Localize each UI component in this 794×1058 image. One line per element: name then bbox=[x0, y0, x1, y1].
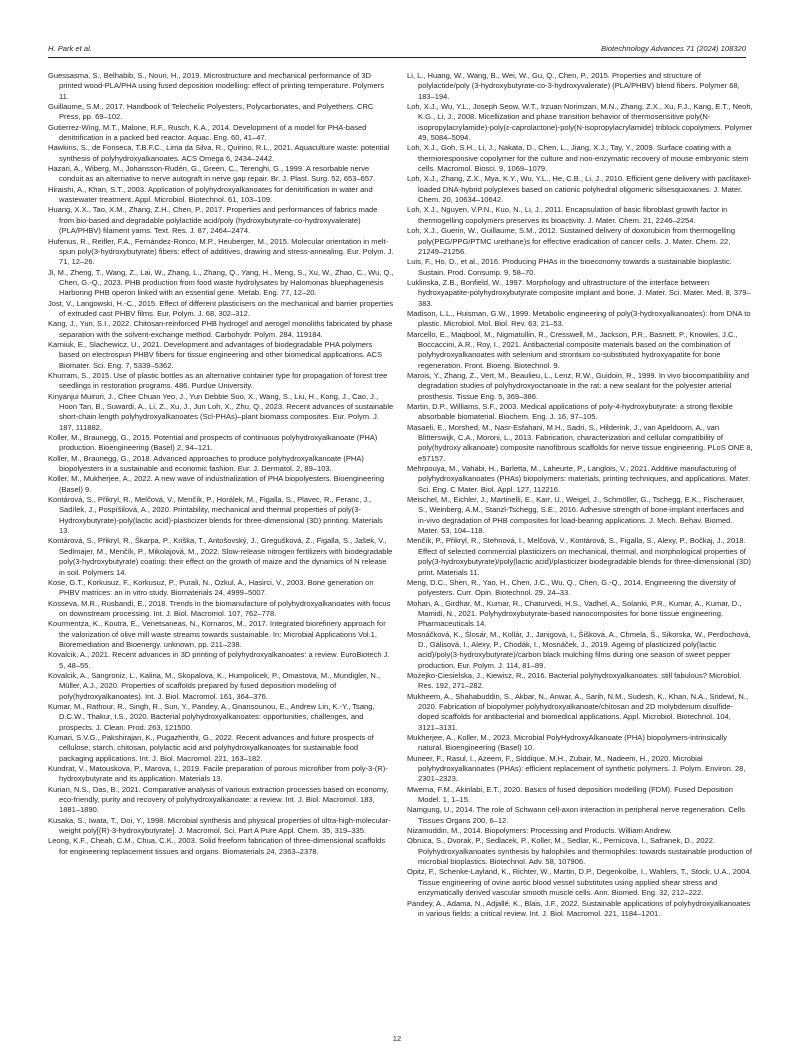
reference-entry: Marois, Y., Zhang, Z., Vert, M., Beaulieu, L., Lenz, R.W., Guidoin, R., 1999. In vivo biocompatibility and degradation studies of polyhydroxyoctanoate in the rat: a new sealant for the polyester arterial prosthesis. Tissue Eng. 5, 369–386. bbox=[407, 370, 750, 401]
reference-entry: Hazari, A., Wiberg, M., Johansson-Rudén, G., Green, C., Terenghi, G., 1999. A resorbable nerve conduit as an alternative to nerve autograft in nerve gap repair. Br. J. Plast. Surg. 52, 653–657. bbox=[48, 164, 376, 184]
reference-entry: Obruca, S., Dvorak, P., Sedlacek, P., Koller, M., Sedlar, K., Pernicova, I., Safranek, D., 2022. Polyhydroxyalkanoates synthesis by halophiles and thermophiles: towards sustainable production of microbial bioplastics. Biotechnol. Adv. 58, 107906. bbox=[407, 836, 752, 867]
reference-entry: Koller, M., Braunegg, G., 2015. Potential and prospects of continuous polyhydroxyalkanoate (PHA) production. Bioengineering (Basel) 2, 94–121. bbox=[48, 433, 378, 453]
reference-entry: Loh, X.J., Wu, Y.L., Joseph Seow, W.T., Irzuan Norimzan, M.N., Zhang, Z.X., Xu, F.J., Kang, E.T., Neoh, K.G., Li, J., 2008. Micellization and phase transition behavior of thermosensitive poly(N-isopropylacrylamide)-poly(ε-caprolactone)-poly(N-isopropylacrylamide) triblock copolymers. Polymer 49, 5084–5094. bbox=[407, 102, 753, 143]
reference-list-left-column bbox=[48, 71, 394, 857]
reference-entry: Hiraishi, A., Khan, S.T., 2003. Application of polyhydroxyalkanoates for denitrification in water and wastewater treatment. Appl. Microbiol. Biotechnol. 61, 103–109. bbox=[48, 184, 373, 205]
reference-entry: Kang, J., Yun, S.I., 2022. Chitosan-reinforced PHB hydrogel and aerogel monoliths fabricated by phase separation with the solvent-exchange method. Carbohydr. Polym. 284, 119184. bbox=[48, 319, 393, 339]
reference-entry: Marcello, E., Maqbool, M., Nigmatullin, R., Cresswell, M., Jackson, P.R., Basnett, P., Knowles, J.C., Boccaccini, A.R., Roy, I., 2021. Antibacterial composite materials based on the combination of polyhydroxyalkanoates with selenium and strontium co-substituted hydroxyapatite for bone regeneration. Front. Bioeng. Biotechnol. 9. bbox=[407, 329, 738, 370]
reference-entry: Loh, X.J., Zhang, Z.X., Mya, K.Y., Wu, Y.L., He, C.B., Li, J., 2010. Efficient gene delivery with paclitaxel-loaded DNA-hybrid polyplexes based on cationic polyhedral oligomeric silsesquioxanes. J. Mater. Chem. 20, 10634–10642. bbox=[407, 174, 752, 205]
reference-entry: Mukheem, A., Shahabuddin, S., Akbar, N., Anwar, A., Sarih, N.M., Sudesh, K., Khan, N.A., Sridewi, N., 2020. Fabrication of biopolymer polyhydroxyalkanoate/chitosan and 2D molybdenum disulfide-doped scaffolds for antibacterial and biomedical applications. Appl. Microbiol. Biotechnol. 104, 3121–3131. bbox=[407, 691, 749, 732]
running-header-authors: H. Park et al. bbox=[48, 44, 92, 53]
reference-entry: Guillaume, S.M., 2017. Handbook of Telechelic Polyesters, Polycarbonates, and Polyethers. CRC Press, pp. 69–102. bbox=[48, 102, 374, 122]
reference-entry: Guessasma, S., Belhabib, S., Nouri, H., 2019. Microstructure and mechanical performance of 3D printed wood-PLA/PHA using fused deposition modelling: effect of printing temperature. Polymers 11. bbox=[48, 71, 384, 101]
reference-entry: Huang, X.X., Tao, X.M., Zhang, Z.H., Chen, P., 2017. Properties and performances of fabrics made from bio-based and degradable polylactide acid/poly (hydroxybutyrate-co-hydroxyvalerate) (PLA/PHBV) filament yarns. Text. Res. J. 87, 2464–2474. bbox=[48, 205, 378, 236]
reference-entry: Kinyanjui Muiruri, J., Chee Chuan Yeo, J., Yun Debbie Soo, X., Wang, S., Liu, H., Kong, J., Cao, J., Hoon Tan, B., Suwardi, A., Li, Z., Xu, J., Jun Loh, X., Zhu, Q., 2023. Recent advances of sustainable short-chain length polyhydroxyalkanoates (Scl-PHAs)–plant biomass composites. Eur. Polym. J. 187, 111882. bbox=[48, 391, 394, 432]
reference-entry: Mosnáčková, K., Šlosár, M., Kollár, J., Janigová, I., Šišková, A., Chmela, Š., Sikorska, W., Perďochová, D., Gálisová, I., Alexy, P., Chodák, I., Mosnáček, J., 2019. Ageing of plasticized poly(lactic acid)/poly(3-hydroxybutyrate)/carbon black mulching films during one season of sweet pepper production. Eur. Polym. J. 114, 81–89. bbox=[407, 629, 751, 670]
reference-entry: Kose, G.T., Korkusuz, F., Korkusuz, P., Purali, N., Ozkul, A., Hasirci, V., 2003. Bone generation on PHBV matrices: an in vitro study. Biomaterials 24, 4999–5007. bbox=[48, 577, 374, 598]
reference-entry: Meng, D.C., Shen, R., Yao, H., Chen, J.C., Wu, Q., Chen, G.-Q., 2014. Engineering the diversity of polyesters. Curr. Opin. Biotechnol. 29, 24–33. bbox=[407, 577, 736, 598]
reference-entry: Koller, M., Braunegg, G., 2018. Advanced approaches to produce polyhydroxyalkanoate (PHA) biopolyesters in a sustainable and economic fashion. Eur. J. Dermatol. 2, 89–103. bbox=[48, 453, 364, 474]
reference-entry: Gutierrez-Wing, M.T., Malone, R.F., Rusch, K.A., 2014. Development of a model for PHA-based denitrification in a packed bed reactor. Aquac. Eng. 60, 41–47. bbox=[48, 122, 367, 143]
reference-entry: Karniuk, E., Slachewicz, U., 2021. Development and advantages of biodegradable PHA polymers based on electrospun PHBV fibers for tissue engineering and other biomedical applications. ACS Biomater. Sci. Eng. 7, 5339–5362. bbox=[48, 339, 383, 370]
reference-entry: Leong, K.F., Cheah, C.M., Chua, C.K., 2003. Solid freeform fabrication of three-dimensional scaffolds for engineering replacement tissues and organs. Biomaterials 24, 2363–2378. bbox=[48, 836, 386, 856]
reference-entry: Opitz, F., Schenke-Layland, K., Richter, W., Martin, D.P., Degenkolbe, I., Wahlers, T., Stock, U.A., 2004. Tissue engineering of ovine aortic blood vessel substitutes using applied shear stress and enzymatically derived vascular smooth muscle cells. Ann. Biomed. Eng. 32, 212–222. bbox=[407, 867, 752, 898]
reference-entry: Hawkins, S., de Fonseca, T.B.F.C., Lima da Silva, R., Quirino, R.L., 2021. Aquaculture waste: potential synthesis of polyhydroxyalkanoates. ACS Omega 6, 2434–2442. bbox=[48, 143, 390, 163]
reference-entry: Mohan, A., Girdhar, M., Kumar, R., Chaturvedi, H.S., Vadhel, A., Solanki, P.R., Kumar, A., Kumar, D., Mamidi, N., 2021. Polyhydroxybutyrate-based nanocomposites for bone tissue engineering. Pharmaceuticals 14. bbox=[407, 598, 742, 629]
reference-entry: Mukherjee, A., Koller, M., 2023. Microbial PolyHydroxyAlkanoate (PHA) biopolymers-intrinsically natural. Bioengineering (Basel) 10. bbox=[407, 733, 728, 753]
reference-entry: Jost, V., Langowski, H.-C., 2015. Effect of different plasticisers on the mechanical and barrier properties of extruded cast PHBV films. Eur. Polym. J. 68, 302–312. bbox=[48, 298, 394, 318]
header-rule bbox=[48, 57, 746, 58]
reference-entry: Kosseva, M.R., Rusbandi, E., 2018. Trends in the biomanufacture of polyhydroxyalkanoates with focus on downstream processing. Int. J. Biol. Macromol. 107, 762–778. bbox=[48, 598, 391, 618]
reference-list-right-column bbox=[407, 71, 753, 919]
reference-entry: Nizamuddin, M., 2014. Biopolymers: Processing and Products. William Andrew. bbox=[407, 826, 672, 836]
reference-entry: Masaeli, E., Morshed, M., Nasr-Esfahani, M.H., Sadri, S., Hilderink, J., van Apeldoorn, A., van Blitterswijk, C.A., Moroni, L., 2013. Fabrication, characterization and cellular compatibility of poly(hydroxy alkanoate) composite nanofibrous scaffolds for nerve tissue engineering. PLoS ONE 8, e57157. bbox=[407, 422, 753, 463]
running-header-journal: Biotechnology Advances 71 (2024) 108320 bbox=[601, 44, 746, 53]
reference-entry: Loh, X.J., Guerin, W., Guillaume, S.M., 2012. Sustained delivery of doxorubicin from thermogelling poly(PEG/PPG/PTMC urethane)s for effective eradication of cancer cells. J. Mater. Chem. 22, 21249–21256. bbox=[407, 226, 736, 256]
reference-entry: Mwema, F.M., Akinlabi, E.T., 2020. Basics of fused deposition modelling (FDM). Fused Deposition Model. 1, 1–15. bbox=[407, 784, 733, 805]
reference-entry: Kusaka, S., Iwata, T., Doi, Y., 1998. Microbial synthesis and physical properties of ultra-high-molecular-weight poly[(R)-3-hydroxybutyrate]. J. Macromol. Sci. Part A Pure Appl. Chem. 35, 319–335. bbox=[48, 815, 391, 836]
reference-entry: Kumar, M., Rathour, R., Singh, R., Sun, Y., Pandey, A., Gnansounou, E., Andrew Lin, K.-Y., Tsang, D.C.W., Thakur, I.S., 2020. Bacterial polyhydroxyalkanoates: opportunities, challenges, and prospects. J. Clean. Prod. 263, 121500. bbox=[48, 701, 375, 732]
page-number: 12 bbox=[392, 1034, 402, 1043]
reference-entry: Menčík, P., Přikryl, R., Stehnová, I., Melčová, V., Kontárová, S., Figalla, S., Alexy, P., Bočkaj, J., 2018. Effect of selected commercial plasticizers on mechanical, thermal, and morphological properties of poly(3-hydroxybutyrate)/poly(lactic acid)/plasticizer biodegradable blends for three-dimensional (3D) print. Materials 11. bbox=[407, 536, 752, 577]
reference-entry: Kontárová, S., Přikryl, R., Melčová, V., Menčík, P., Horálek, M., Figalla, S., Plavec, R., Feranc, J., Sadílek, J., Pospíšilová, A., 2020. Printability, mechanical and thermal properties of poly(3-Hydroxybutyrate)-poly(lactic acid)-plasticizer blends for three-dimensional (3D) printing. Materials 13. bbox=[48, 495, 383, 536]
reference-entry: Loh, X.J., Goh, S.H., Li, J., Nakata, D., Chen, L., Jiang, X.J., Tay, Y., 2009. Surface coating with a thermoresponsive copolymer for the culture and non-enzymatic recovery of mouse embryonic stem cells. Macromol. Biosci. 9, 1069–1079. bbox=[407, 143, 749, 174]
reference-entry: Koller, M., Mukherjee, A., 2022. A new wave of industrialization of PHA biopolyesters. Bioengineering (Basel) 9. bbox=[48, 474, 385, 494]
reference-entry: Li, L., Huang, W., Wang, B., Wei, W., Gu, Q., Chen, P., 2015. Properties and structure of polylactide/poly (3-hydroxybutyrate-co-3-hydroxyvalerate) (PLA/PHBV) blend fibers. Polymer 68, 183–194. bbox=[407, 71, 740, 101]
reference-entry: Możejko-Ciesielska, J., Kiewisz, R., 2016. Bacterial polyhydroxyalkanoates: still fabulous? Microbiol. Res. 192, 271–282. bbox=[407, 670, 742, 691]
reference-entry: Kumari, S.V.G., Pakshirajan, K., Pugazhenthi, G., 2022. Recent advances and future prospects of cellulose, starch, chitosan, polylactic acid and polyhydroxyalkanoates for sustainable food packaging applications. Int. J. Biol. Macromol. 221, 163–182. bbox=[48, 733, 374, 763]
reference-entry: Luklinska, Z.B., Bonfield, W., 1997. Morphology and ultrastructure of the interface between hydroxyapatite-polyhydroxybutyrate composite implant and bone. J. Mater. Sci. Mater. Med. 8, 379–383. bbox=[407, 277, 751, 308]
reference-entry: Hufenus, R., Reifler, F.A., Fernández-Ronco, M.P., Heuberger, M., 2015. Molecular orientation in melt-spun poly(3-hydroxybutyrate) fibers: effect of additives, drawing and stress-annealing. Eur. Polym. J. 71, 12–26. bbox=[48, 236, 394, 267]
reference-entry: Kurian, N.S., Das, B., 2021. Comparative analysis of various extraction processes based on economy, eco-friendly, purity and recovery of polyhydroxyalkanoate: a review. Int. J. Biol. Macromol. 183, 1881–1890. bbox=[48, 784, 389, 815]
reference-entry: Muneer, F., Rasul, I., Azeem, F., Siddique, M.H., Zubair, M., Nadeem, H., 2020. Microbial polyhydroxyalkanoates (PHAs): efficient replacement of synthetic polymers. J. Polym. Environ. 28, 2301–2323. bbox=[407, 753, 746, 784]
reference-entry: Ji, M., Zheng, T., Wang, Z., Lai, W., Zhang, L., Zhang, Q., Yang, H., Meng, S., Xu, W., Zhao, C., Wu, Q., Chen, G.-Q., 2023. PHB production from food waste hydrolysates by Halomonas bluephagenesis Harboring PHB operon linked with an essential gene. Metab. Eng. 77, 12–20. bbox=[48, 267, 394, 298]
reference-entry: Kontárová, S., Přikryl, R., Škarpa, P., Kriška, T., Antošovský, J., Gregušková, Z., Figalla, S., Jašek, V., Sedlmajer, M., Menčík, P., Mikolajová, M., 2022. Slow-release nitrogen fertilizers with biodegradable poly(3-hydroxybutyrate) coating: their effect on the growth of maize and the dynamics of N release in soil. Polymers 14. bbox=[48, 536, 393, 577]
reference-entry: Kourmentza, K., Koutra, E., Venetsaneas, N., Kornaros, M., 2017. Integrated biorefinery approach for the valorization of olive mill waste streams towards sustainable. In: Microbial Applications Vol.1, Bioremediation and Bioenergy. unknown, pp. 211–238. bbox=[48, 619, 386, 649]
reference-entry: Kundrat, V., Matouskova, P., Marova, I., 2019. Facile preparation of porous microfiber from poly-3-(R)-hydroxybutyrate and its application. Materials 13. bbox=[48, 764, 388, 784]
reference-entry: Kovalcik, A., Sangroniz, L., Kalina, M., Skopalova, K., Humpolicek, P., Omastova, M., Mundigler, N., Müller, A.J., 2020. Properties of scaffolds prepared by fused deposition modeling of poly(hydroxyalkanoates). Int. J. Biol. Macromol. 161, 364–376. bbox=[48, 670, 381, 701]
reference-entry: Loh, X.J., Nguyen, V.P.N., Kuo, N., Li, J., 2011. Encapsulation of basic fibroblast growth factor in thermogelling copolymers preserves its bioactivity. J. Mater. Chem. 21, 2246–2254. bbox=[407, 205, 728, 225]
reference-entry: Madison, L.L., Huisman, G.W., 1999. Metabolic engineering of poly(3-hydroxyalkanoates): from DNA to plastic. Microbiol. Mol. Biol. Rev. 63, 21–53. bbox=[407, 308, 751, 329]
reference-entry: Meischel, M., Eichler, J., Martinelli, E., Karr, U., Weigel, J., Schmöller, G., Tschegg, E.K., Fischerauer, S., Weinberg, A.M., Stanzl-Tschegg, S.E., 2016. Adhesive strength of bone-implant interfaces and in-vivo degradation of PHB composites for load-bearing applications. J. Mech. Behav. Biomed. Mater. 53, 104–118. bbox=[407, 495, 745, 536]
reference-entry: Pandey, A., Adama, N., Adjallé, K., Blais, J.F., 2022. Sustainable applications of polyhydroxyalkanoates in various fields: a critical review. Int. J. Biol. Macromol. 221, 1184–1201. bbox=[407, 898, 751, 918]
reference-entry: Khurram, S., 2015. Use of plastic bottles as an alternative container type for propagation of forest tree seedlings in restoration programs. 486. Purdue University. bbox=[48, 370, 388, 391]
reference-entry: Mehrpouya, M., Vahabi, H., Barletta, M., Laheurte, P., Langlois, V., 2021. Additive manufacturing of polyhydroxyalkanoates (PHAs) biopolymers: materials, printing techniques, and applications. Mater. Sci. Eng. C Mater. Biol. Appl. 127, 112216. bbox=[407, 464, 751, 494]
reference-entry: Kovalcik, A., 2021. Recent advances in 3D printing of polyhydroxyalkanoates: a review. EuroBiotech J. 5, 48–55. bbox=[48, 650, 390, 670]
reference-entry: Namgung, U., 2014. The role of Schwann cell-axon interaction in peripheral nerve regeneration. Cells Tissues Organs 200, 6–12. bbox=[407, 805, 745, 825]
reference-entry: Luis, F., Ho, D., et al., 2016. Producing PHAs in the bioeconomy towards a sustainable bioplastic. Sustain. Prod. Consump. 9, 58–70. bbox=[407, 257, 732, 277]
reference-entry: Martin, D.P., Williams, S.F., 2003. Medical applications of poly-4-hydroxybutyrate: a strong flexible absorbable biomaterial. Biochem. Eng. J. 16, 97–105. bbox=[407, 402, 733, 422]
